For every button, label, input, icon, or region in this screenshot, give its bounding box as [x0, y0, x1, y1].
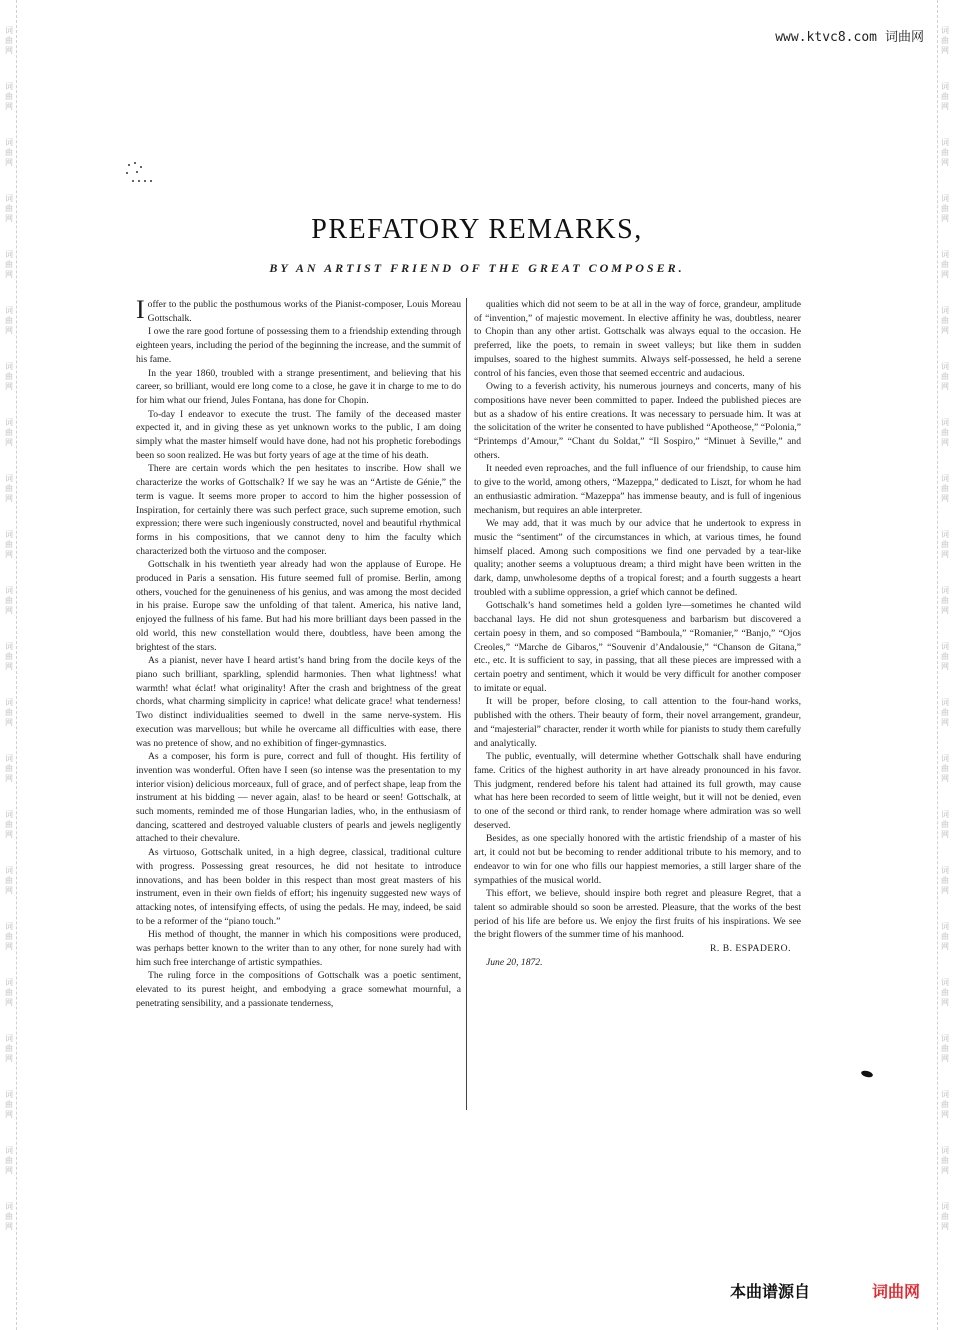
right-watermark-strip	[937, 0, 952, 1330]
watermark-glyph: 词	[5, 418, 13, 427]
watermark-glyph: 网	[941, 774, 949, 783]
paragraph	[136, 846, 461, 928]
watermark-glyph: 词	[941, 82, 949, 91]
watermark-glyph: 曲	[5, 1156, 13, 1165]
watermark-glyph: 网	[941, 886, 949, 895]
paragraph	[136, 408, 461, 463]
paragraph-text: As virtuoso, Gottschalk united, in a high degree, classical, traditional culture with progress. Possessing great resources, he did not hesitate to introduce innovations, and has been bolder in this respect than most great masters of his instrument, even in their own fields of effort; his ingenuity suggested new ways of attacking notes, of intensifying effects, of using the pedals. He may, indeed, be said to be a reformer of the “piano touch.”	[136, 847, 461, 927]
watermark-glyph: 曲	[941, 820, 949, 829]
watermark-glyph: 词	[5, 1146, 13, 1155]
watermark-glyph: 词	[941, 1090, 949, 1099]
watermark-glyph: 曲	[941, 36, 949, 45]
watermark-glyph: 曲	[941, 764, 949, 773]
paragraph-text: It will be proper, before closing, to call attention to the four-hand works, published with the others. Their beauty of form, their novel arrangement, grandeur, and “majesterial” character, render it worth while for pianists to study them carefully and analytically.	[474, 696, 801, 749]
watermark-glyph-group	[941, 82, 949, 112]
watermark-glyph: 网	[5, 46, 13, 55]
watermark-glyph: 词	[941, 362, 949, 371]
watermark-glyph: 词	[941, 250, 949, 259]
paragraph	[136, 462, 461, 558]
watermark-glyph-group	[941, 866, 949, 896]
watermark-glyph: 曲	[5, 484, 13, 493]
paragraph	[474, 832, 801, 887]
watermark-glyph: 曲	[5, 316, 13, 325]
watermark-glyph-group	[941, 810, 949, 840]
watermark-glyph-group	[941, 754, 949, 784]
watermark-glyph: 曲	[941, 540, 949, 549]
watermark-glyph-group	[5, 866, 13, 896]
watermark-glyph: 网	[941, 550, 949, 559]
watermark-glyph: 网	[941, 382, 949, 391]
paragraph	[136, 750, 461, 846]
site-name: 词曲网	[884, 30, 924, 45]
watermark-glyph: 网	[941, 998, 949, 1007]
paragraph	[474, 462, 801, 517]
paragraph-text: Gottschalk’s hand sometimes held a golden lyre—sometimes he chanted wild bacchanal lays. He did not shun grotesqueness and barbarism but discovered a certain poesy in them, and so composed “Bamboula,” “Romanier,” “Banjo,” “Ojos Creoles,” “Marche de Gibaros,” “Souvenir d’Andalousie,” “Chanson de Gitana,” etc., etc. It is sufficient to say, in passing, that all these pieces are impressed with a certain poetry and sentiment, which it would be very difficult for another composer to imitate or equal.	[474, 600, 801, 694]
watermark-glyph: 词	[5, 1090, 13, 1099]
paragraph-text: To-day I endeavor to execute the trust. The family of the deceased master expected it, and in giving these as yet unknown works to the public, I am doing simply what the master himself would have done, had not his prophetic forebodings been so soon realized. He was but forty years of age at the time of his death.	[136, 408, 461, 461]
watermark-glyph: 词	[941, 194, 949, 203]
watermark-glyph: 网	[5, 1110, 13, 1119]
paragraph	[136, 558, 461, 654]
watermark-glyph: 词	[5, 754, 13, 763]
watermark-glyph: 网	[5, 102, 13, 111]
watermark-glyph: 网	[5, 774, 13, 783]
watermark-glyph: 词	[941, 306, 949, 315]
watermark-glyph: 网	[941, 1110, 949, 1119]
watermark-glyph: 曲	[941, 316, 949, 325]
watermark-glyph: 网	[941, 718, 949, 727]
paragraph-text: There are certain words which the pen hesitates to inscribe. How shall we characterize the works of Gottschalk? If we say he was an “Artiste de Génie,” the term is vague. It seems more proper to accord to him the higher possession of Inspiration, for certainly there was such perfect grace, such supreme emotion, such expression; there were such ingeniously constructed, novel and beautiful rhythmical forms in his compositions, that we cannot deny to him the faculty which characterized both the virtuoso and the composer.	[136, 463, 461, 557]
watermark-glyph: 曲	[941, 484, 949, 493]
watermark-glyph: 曲	[5, 932, 13, 941]
paragraph	[474, 380, 801, 462]
watermark-glyph-group	[5, 698, 13, 728]
watermark-glyph: 曲	[5, 652, 13, 661]
watermark-glyph: 网	[5, 998, 13, 1007]
watermark-glyph-group	[941, 586, 949, 616]
paragraph	[136, 367, 461, 408]
watermark-glyph: 词	[941, 1202, 949, 1211]
watermark-glyph: 词	[941, 1034, 949, 1043]
watermark-glyph-group	[941, 530, 949, 560]
paragraph	[136, 295, 461, 325]
ink-blot	[860, 1070, 873, 1079]
paragraph	[474, 750, 801, 832]
watermark-glyph-group	[5, 530, 13, 560]
watermark-glyph-group	[5, 642, 13, 672]
watermark-glyph: 曲	[941, 1100, 949, 1109]
site-url[interactable]: www.ktvc8.com	[775, 30, 877, 45]
watermark-glyph: 网	[941, 830, 949, 839]
watermark-glyph: 词	[5, 922, 13, 931]
watermark-glyph: 网	[941, 1222, 949, 1231]
watermark-glyph: 词	[5, 866, 13, 875]
watermark-glyph-group	[5, 418, 13, 448]
paragraph-text: qualities which did not seem to be at all in the way of force, grandeur, amplitude of “invention,” of majestic movement. In elective affinity he was, doubtless, nearer to Chopin than any other artist. Gottschalk was always equal to the occasion. He preferred, like the poets, to remain in sweet valleys; but like them in sudden impulses, soared to the highest summits. Always self-possessed, he held a serene control of his fancies, even those that seemed eccentric and audacious.	[474, 299, 801, 379]
watermark-glyph-group	[941, 362, 949, 392]
watermark-glyph-group	[5, 1034, 13, 1064]
watermark-glyph: 词	[5, 138, 13, 147]
watermark-glyph: 网	[5, 942, 13, 951]
ink-specks	[124, 162, 154, 186]
paragraph	[136, 928, 461, 969]
watermark-glyph: 曲	[941, 932, 949, 941]
watermark-glyph: 网	[941, 606, 949, 615]
watermark-glyph: 词	[941, 474, 949, 483]
watermark-glyph: 曲	[5, 596, 13, 605]
paragraph	[474, 887, 801, 942]
left-column	[136, 295, 461, 1011]
paragraph	[474, 517, 801, 599]
watermark-glyph-group	[5, 1146, 13, 1176]
watermark-glyph: 词	[941, 922, 949, 931]
watermark-glyph-group	[941, 922, 949, 952]
watermark-glyph-group	[5, 810, 13, 840]
watermark-glyph-group	[941, 1090, 949, 1120]
watermark-glyph: 网	[5, 662, 13, 671]
watermark-glyph: 曲	[5, 204, 13, 213]
paragraph-text: In the year 1860, troubled with a strange presentiment, and believing that his career, so brilliant, would ere long come to a close, he gave it in charge to me to do for him what our friend, Jules Fontana, has done for Chopin.	[136, 367, 461, 406]
watermark-glyph-group	[941, 1146, 949, 1176]
watermark-glyph: 曲	[941, 596, 949, 605]
watermark-glyph: 曲	[5, 820, 13, 829]
watermark-glyph: 网	[5, 158, 13, 167]
watermark-glyph-group	[941, 306, 949, 336]
page-subtitle: BY AN ARTIST FRIEND OF THE GREAT COMPOSER.	[269, 261, 685, 275]
watermark-glyph: 词	[5, 698, 13, 707]
watermark-glyph: 曲	[941, 988, 949, 997]
watermark-glyph: 网	[941, 1054, 949, 1063]
watermark-glyph: 网	[5, 270, 13, 279]
paragraph	[474, 298, 801, 380]
paragraph-text: offer to the public the posthumous works of the Pianist-composer, Louis Moreau Gottschalk.	[147, 299, 461, 324]
paragraph-text: This effort, we believe, should inspire both regret and pleasure Regret, that a talent so admirable should so soon be arrested. Pleasure, that the works of the best period of his life are before us. We enjoy the first fruits of his inspirations. We see the bright flowers of the summer time of his manhood.	[474, 888, 801, 941]
watermark-glyph: 曲	[941, 260, 949, 269]
watermark-glyph: 词	[5, 26, 13, 35]
watermark-glyph: 网	[941, 214, 949, 223]
watermark-glyph: 曲	[941, 428, 949, 437]
paragraph-text: I owe the rare good fortune of possessing them to a friendship extending through eighteen years, including the period of the beginning the increase, and the summit of his fame.	[136, 326, 461, 365]
watermark-glyph-group	[5, 978, 13, 1008]
watermark-glyph-group	[5, 82, 13, 112]
watermark-glyph: 词	[941, 866, 949, 875]
watermark-glyph: 网	[5, 718, 13, 727]
watermark-glyph-group	[5, 362, 13, 392]
watermark-glyph: 网	[941, 662, 949, 671]
watermark-glyph-group	[5, 1090, 13, 1120]
watermark-glyph-group	[5, 922, 13, 952]
watermark-glyph: 词	[5, 810, 13, 819]
paragraph-text: As a pianist, never have I heard artist’s hand bring from the docile keys of the piano such brilliant, sparkling, splendid harmonies. Then what lightness! what warmth! what éclat! what originality! After the crash and brightness of the great chords, what charming simplicity in caprice! what delicate grace! what tenderness! Two distinct individualities seemed to dwell in the same nerve-system. His execution was marvellous; but while he overcame all difficulties with ease, there was no pretence of show, and no exhibition of finger-gymnastics.	[136, 655, 461, 749]
paragraph	[136, 654, 461, 750]
watermark-glyph: 曲	[5, 260, 13, 269]
watermark-glyph: 曲	[5, 372, 13, 381]
watermark-glyph: 网	[941, 158, 949, 167]
watermark-glyph: 词	[5, 194, 13, 203]
watermark-glyph: 词	[5, 82, 13, 91]
watermark-glyph-group	[5, 586, 13, 616]
watermark-glyph-group	[941, 26, 949, 56]
watermark-glyph: 网	[941, 46, 949, 55]
watermark-glyph: 词	[5, 642, 13, 651]
watermark-glyph: 曲	[5, 1044, 13, 1053]
watermark-glyph-group	[5, 474, 13, 504]
watermark-glyph: 曲	[941, 92, 949, 101]
watermark-glyph: 词	[5, 1202, 13, 1211]
watermark-glyph: 曲	[5, 148, 13, 157]
watermark-glyph: 词	[5, 586, 13, 595]
watermark-glyph: 词	[941, 26, 949, 35]
paragraph-text: His method of thought, the manner in which his compositions were produced, was perhaps better known to the writer than to any other, for none surely had with him such free interchange of artistic sympathies.	[136, 929, 461, 968]
watermark-glyph: 曲	[941, 876, 949, 885]
watermark-glyph: 网	[941, 494, 949, 503]
watermark-glyph-group	[941, 1202, 949, 1232]
watermark-glyph: 曲	[941, 1212, 949, 1221]
watermark-glyph: 词	[941, 138, 949, 147]
watermark-glyph: 词	[5, 530, 13, 539]
watermark-glyph: 曲	[5, 540, 13, 549]
paragraph	[474, 695, 801, 750]
watermark-glyph: 网	[5, 494, 13, 503]
watermark-glyph-group	[941, 1034, 949, 1064]
watermark-glyph: 网	[5, 606, 13, 615]
watermark-glyph-group	[941, 698, 949, 728]
watermark-glyph: 网	[5, 1054, 13, 1063]
watermark-glyph-group	[941, 474, 949, 504]
watermark-glyph: 曲	[5, 764, 13, 773]
watermark-glyph: 曲	[5, 36, 13, 45]
watermark-glyph: 网	[5, 326, 13, 335]
watermark-glyph: 词	[941, 586, 949, 595]
drop-cap: I	[136, 295, 145, 324]
left-watermark-strip	[2, 0, 17, 1330]
signature: R. B. ESPADERO.	[710, 943, 791, 955]
paragraph-text: The public, eventually, will determine whether Gottschalk shall have enduring fame. Critics of the highest authority in art have already pronounced in his favor. This judgment, rendered before his talent had attained its full growth, may cause what has here been recorded to seem of little weight, but it will not be denied, even to one of the second or third rank, to render homage where admiration was so well deserved.	[474, 751, 801, 831]
paragraph-text: The ruling force in the compositions of Gottschalk was a poetic sentiment, elevated to its purest height, and embodying a grace somewhat mournful, a penetrating sensibility, and a passionate tenderness,	[136, 970, 461, 1009]
watermark-glyph: 词	[5, 250, 13, 259]
paragraph	[136, 969, 461, 1010]
watermark-glyph: 曲	[941, 652, 949, 661]
watermark-glyph: 曲	[5, 1100, 13, 1109]
watermark-glyph: 曲	[941, 372, 949, 381]
paragraph	[136, 325, 461, 366]
watermark-glyph: 网	[5, 382, 13, 391]
paragraph-text: Gottschalk in his twentieth year already had won the applause of Europe. He produced in Paris a sensation. His future seemed full of promise. Berlin, among others, vouched for the genuineness of his genius, and was among the most decided in his praise. Europe saw the unfolding of that talent. America, his native land, enjoyed the fullness of his fame. But had his more brilliant days been passed in the old world, this new constellation would there, doubtless, have been among the brightest of the stars.	[136, 559, 461, 653]
watermark-glyph: 词	[941, 754, 949, 763]
watermark-glyph-group	[5, 26, 13, 56]
paragraph-text: Besides, as one specially honored with the artistic friendship of a master of his art, it could not but be becoming to render additional tribute to his memory, and to endeavor to win for one who fills our happiest memories, a still larger share of the sympathies of the musical world.	[474, 833, 801, 886]
watermark-glyph-group	[5, 138, 13, 168]
page-title: PREFATORY REMARKS,	[311, 214, 643, 245]
watermark-glyph: 网	[5, 438, 13, 447]
watermark-glyph: 曲	[5, 988, 13, 997]
watermark-glyph: 网	[5, 830, 13, 839]
watermark-glyph: 网	[941, 102, 949, 111]
watermark-glyph: 网	[5, 886, 13, 895]
watermark-glyph: 词	[941, 530, 949, 539]
footer-source-label: 本曲谱源自	[729, 1282, 810, 1301]
watermark-glyph: 词	[941, 698, 949, 707]
paragraph	[474, 599, 801, 695]
watermark-glyph: 网	[5, 1222, 13, 1231]
watermark-glyph: 曲	[5, 708, 13, 717]
watermark-glyph: 曲	[941, 1044, 949, 1053]
watermark-glyph-group	[941, 978, 949, 1008]
watermark-glyph-group	[5, 1202, 13, 1232]
watermark-glyph: 网	[5, 550, 13, 559]
paragraph-text: As a composer, his form is pure, correct and full of thought. His fertility of invention was wonderful. Often have I seen (so intense was the presentation to my interior vision) delicious morceaux, full of grace, and of perfect shape, leap from the instrument at his bidding — never again, alas! to be heard or seen! Gottschalk, at such moments, reminded me of those Hungarian ladies, who, in the enthusiasm of dancing, scattered and destroyed valuable clusters of pearls and jewels negligently attached to their chevalure.	[136, 751, 461, 845]
watermark-glyph: 词	[5, 978, 13, 987]
watermark-glyph: 曲	[941, 708, 949, 717]
watermark-glyph: 词	[5, 306, 13, 315]
paragraph-text: We may add, that it was much by our advice that he undertook to express in music the “sentiment” of the circumstances in which, at various times, he found himself placed. Among such compositions we find one pervaded by a tear-like quality; another seems a voluptuous dream; a third might have been written in the dark, damp, unwholesome depths of a tropical forest; and a fourth suggests a heart troubled with a sublime oppression, a grief which cannot be defined.	[474, 518, 801, 598]
paragraph-text: Owing to a feverish activity, his numerous journeys and concerts, many of his compositions have never been committed to paper. Indeed the published pieces are but as a shadow of his entire creations. It was necessary to persuade him. It was at the solicitation of the writer he consented to have published “Apotheose,” “Polonia,” “Printemps d’Amour,” “Chant du Soldat,” “Il Sospiro,” “Minuet à Seville,” and others.	[474, 381, 801, 461]
watermark-header	[775, 26, 924, 45]
watermark-glyph: 网	[941, 942, 949, 951]
watermark-glyph: 曲	[941, 204, 949, 213]
watermark-glyph-group	[941, 418, 949, 448]
watermark-glyph: 曲	[941, 1156, 949, 1165]
watermark-glyph: 网	[5, 1166, 13, 1175]
watermark-glyph-group	[941, 642, 949, 672]
watermark-glyph: 词	[5, 362, 13, 371]
paragraph-text: It needed even reproaches, and the full influence of our friendship, to cause him to give to the world, among others, “Mazeppa,” dedicated to Liszt, for whom he had an enthusiastic admiration. “Mazeppa” has immense beauty, and is full of ingenious mechanism, but requires an able interpreter.	[474, 463, 801, 516]
watermark-glyph: 曲	[5, 428, 13, 437]
watermark-glyph-group	[5, 306, 13, 336]
watermark-glyph-group	[5, 754, 13, 784]
watermark-glyph: 词	[941, 978, 949, 987]
watermark-glyph: 词	[5, 1034, 13, 1043]
watermark-glyph: 曲	[5, 92, 13, 101]
watermark-glyph: 网	[941, 270, 949, 279]
watermark-glyph: 词	[941, 1146, 949, 1155]
watermark-glyph: 网	[941, 326, 949, 335]
watermark-glyph: 词	[941, 642, 949, 651]
watermark-glyph: 词	[5, 474, 13, 483]
column-divider	[466, 298, 467, 1110]
watermark-glyph: 曲	[5, 1212, 13, 1221]
watermark-glyph: 曲	[941, 148, 949, 157]
watermark-glyph: 网	[5, 214, 13, 223]
right-column	[474, 298, 801, 969]
watermark-glyph: 词	[941, 418, 949, 427]
watermark-glyph: 网	[941, 1166, 949, 1175]
watermark-glyph: 网	[941, 438, 949, 447]
dateline: June 20, 1872.	[486, 956, 543, 968]
watermark-glyph: 曲	[5, 876, 13, 885]
footer-brand[interactable]: 词曲网	[871, 1282, 920, 1301]
watermark-glyph-group	[941, 138, 949, 168]
watermark-glyph: 词	[941, 810, 949, 819]
